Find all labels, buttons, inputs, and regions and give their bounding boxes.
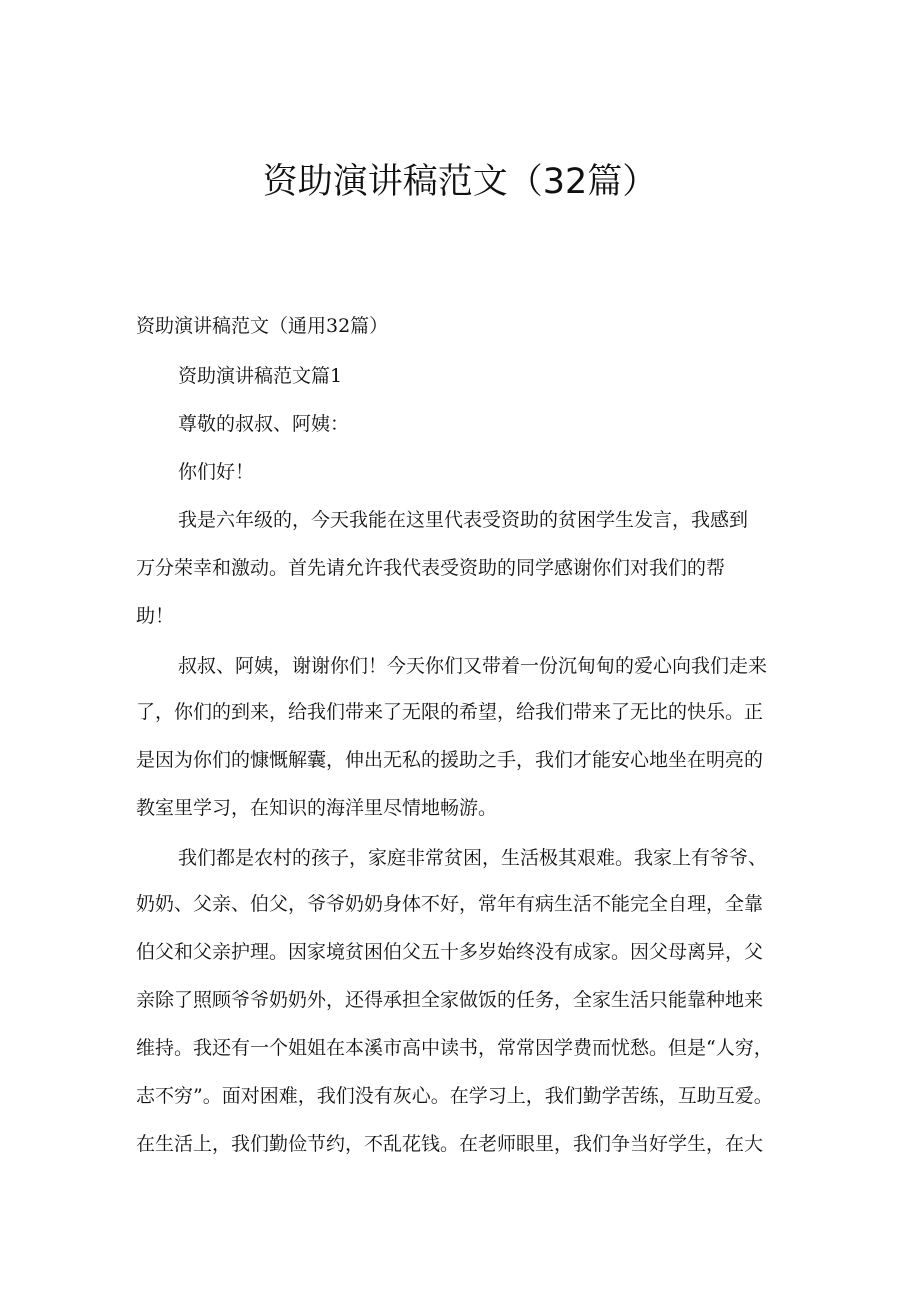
paragraph-line: 万分荣幸和激动。首先请允许我代表受资助的同学感谢你们对我们的帮 <box>136 557 726 579</box>
paragraph-line: 了，你们的到来，给我们带来了无限的希望，给我们带来了无比的快乐。正 <box>136 701 764 723</box>
paragraph-line: 亲除了照顾爷爷奶奶外，还得承担全家做饭的任务，全家生活只能靠种地来 <box>136 989 764 1011</box>
salutation: 尊敬的叔叔、阿姨： <box>178 413 350 435</box>
paragraph-line: 志不穷”。面对困难，我们没有灰心。在学习上，我们勤学苦练，互助互爱。 <box>136 1085 773 1107</box>
document-subtitle: 资助演讲稿范文（通用32篇） <box>136 315 389 337</box>
paragraph-line: 伯父和父亲护理。因家境贫困伯父五十多岁始终没有成家。因父母离异，父 <box>136 941 764 963</box>
paragraph-line: 教室里学习，在知识的海洋里尽情地畅游。 <box>136 797 498 819</box>
paragraph-line: 在生活上，我们勤俭节约，不乱花钱。在老师眼里，我们争当好学生，在大 <box>136 1133 764 1155</box>
paragraph-line: 是因为你们的慷慨解囊，伸出无私的援助之手，我们才能安心地坐在明亮的 <box>136 749 764 771</box>
greeting: 你们好！ <box>178 461 255 483</box>
paragraph-line: 助！ <box>136 605 175 627</box>
paragraph-line: 我们都是农村的孩子，家庭非常贫困，生活极其艰难。我家上有爷爷、 <box>178 847 768 869</box>
section-heading: 资助演讲稿范文篇1 <box>178 365 343 387</box>
paragraph-line: 叔叔、阿姨，谢谢你们！今天你们又带着一份沉甸甸的爱心向我们走来 <box>178 655 768 677</box>
document-title: 资助演讲稿范文（32篇） <box>262 162 658 202</box>
paragraph-line: 维持。我还有一个姐姐在本溪市高中读书，常常因学费而忧愁。但是“人穷， <box>136 1037 773 1059</box>
paragraph-line: 奶奶、父亲、伯父，爷爷奶奶身体不好，常年有病生活不能完全自理，全靠 <box>136 893 764 915</box>
paragraph-line: 我是六年级的，今天我能在这里代表受资助的贫困学生发言，我感到 <box>178 509 749 531</box>
